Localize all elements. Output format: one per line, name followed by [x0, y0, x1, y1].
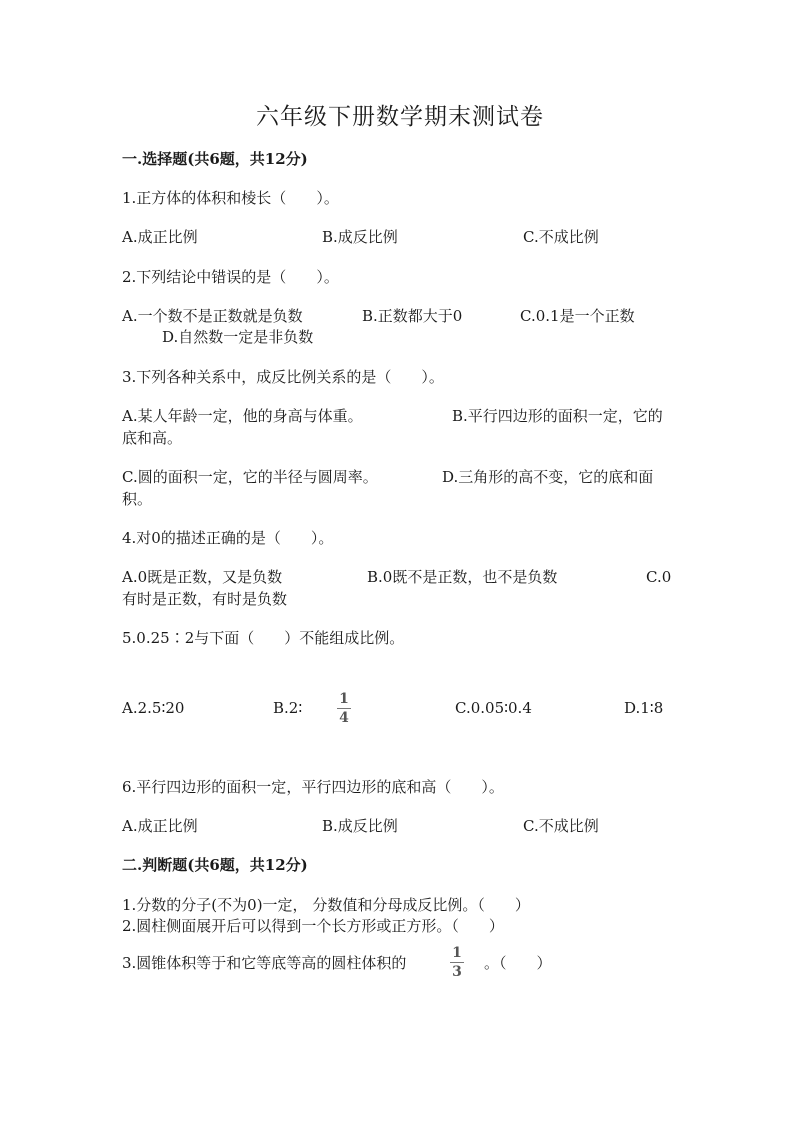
q6-option-c: C.不成比例	[523, 817, 599, 835]
section2-heading: 二.判断题(共6题，共12分)	[122, 856, 308, 874]
q5-option-b: B.2∶	[273, 699, 303, 717]
q3-option-d-line2: 积。	[122, 490, 153, 508]
q6-stem: 6.平行四边形的面积一定，平行四边形的底和高（ ）。	[122, 778, 504, 796]
q5-option-c: C.0.05∶0.4	[455, 699, 532, 717]
fraction-bar	[337, 708, 351, 709]
q6-option-b: B.成反比例	[322, 817, 398, 835]
judge-q3-fraction	[446, 945, 468, 980]
judge-q2: 2.圆柱侧面展开后可以得到一个长方形或正方形。（ ）	[122, 917, 504, 935]
q4-option-b: B.0既不是正数，也不是负数	[367, 568, 558, 586]
q1-option-c: C.不成比例	[523, 228, 599, 246]
q4-option-c-line2: 有时是正数，有时是负数	[122, 590, 288, 608]
section1-heading: 一.选择题(共6题，共12分)	[122, 150, 308, 168]
q3-option-b-line1: B.平行四边形的面积一定，它的	[452, 407, 663, 425]
q4-option-a: A.0既是正数，又是负数	[122, 568, 283, 586]
q2-option-d: D.自然数一定是非负数	[162, 328, 314, 346]
judge-q1: 1.分数的分子(不为0)一定， 分数值和分母成反比例。（ ）	[122, 896, 530, 914]
judge-q3-numerator: 1	[452, 945, 462, 961]
q4-stem: 4.对0的描述正确的是（ ）。	[122, 529, 334, 547]
q5-option-b-fraction	[333, 691, 355, 726]
q3-option-b-line2: 底和高。	[122, 429, 183, 447]
q2-option-b: B.正数都大于0	[362, 307, 463, 325]
q4-option-c-line1: C.0	[646, 568, 672, 586]
judge-q3-tail: 。（ ）	[484, 954, 552, 972]
q2-stem: 2.下列结论中错误的是（ ）。	[122, 268, 339, 286]
q1-option-b: B.成反比例	[322, 228, 398, 246]
page-title: 六年级下册数学期末测试卷	[256, 104, 544, 130]
judge-q3-denominator: 3	[452, 964, 462, 980]
judge-q3-text: 3.圆锥体积等于和它等底等高的圆柱体积的	[122, 954, 407, 972]
q5-stem: 5.0.25∶2与下面（ ）不能组成比例。	[122, 629, 405, 647]
q6-option-a: A.成正比例	[122, 817, 198, 835]
q1-stem: 1.正方体的体积和棱长（ ）。	[122, 189, 339, 207]
q3-option-a: A.某人年龄一定，他的身高与体重。	[122, 407, 363, 425]
q5-fraction-denominator: 4	[339, 710, 349, 726]
q3-stem: 3.下列各种关系中，成反比例关系的是（ ）。	[122, 368, 444, 386]
q2-option-c: C.0.1是一个正数	[520, 307, 635, 325]
q5-option-d: D.1∶8	[624, 699, 664, 717]
q3-option-d-line1: D.三角形的高不变，它的底和面	[442, 468, 654, 486]
q3-option-c: C.圆的面积一定，它的半径与圆周率。	[122, 468, 378, 486]
q1-option-a: A.成正比例	[122, 228, 198, 246]
q5-option-a: A.2.5∶20	[122, 699, 185, 717]
fraction-bar	[450, 962, 464, 963]
q5-fraction-numerator: 1	[339, 691, 349, 707]
q2-option-a: A.一个数不是正数就是负数	[122, 307, 303, 325]
